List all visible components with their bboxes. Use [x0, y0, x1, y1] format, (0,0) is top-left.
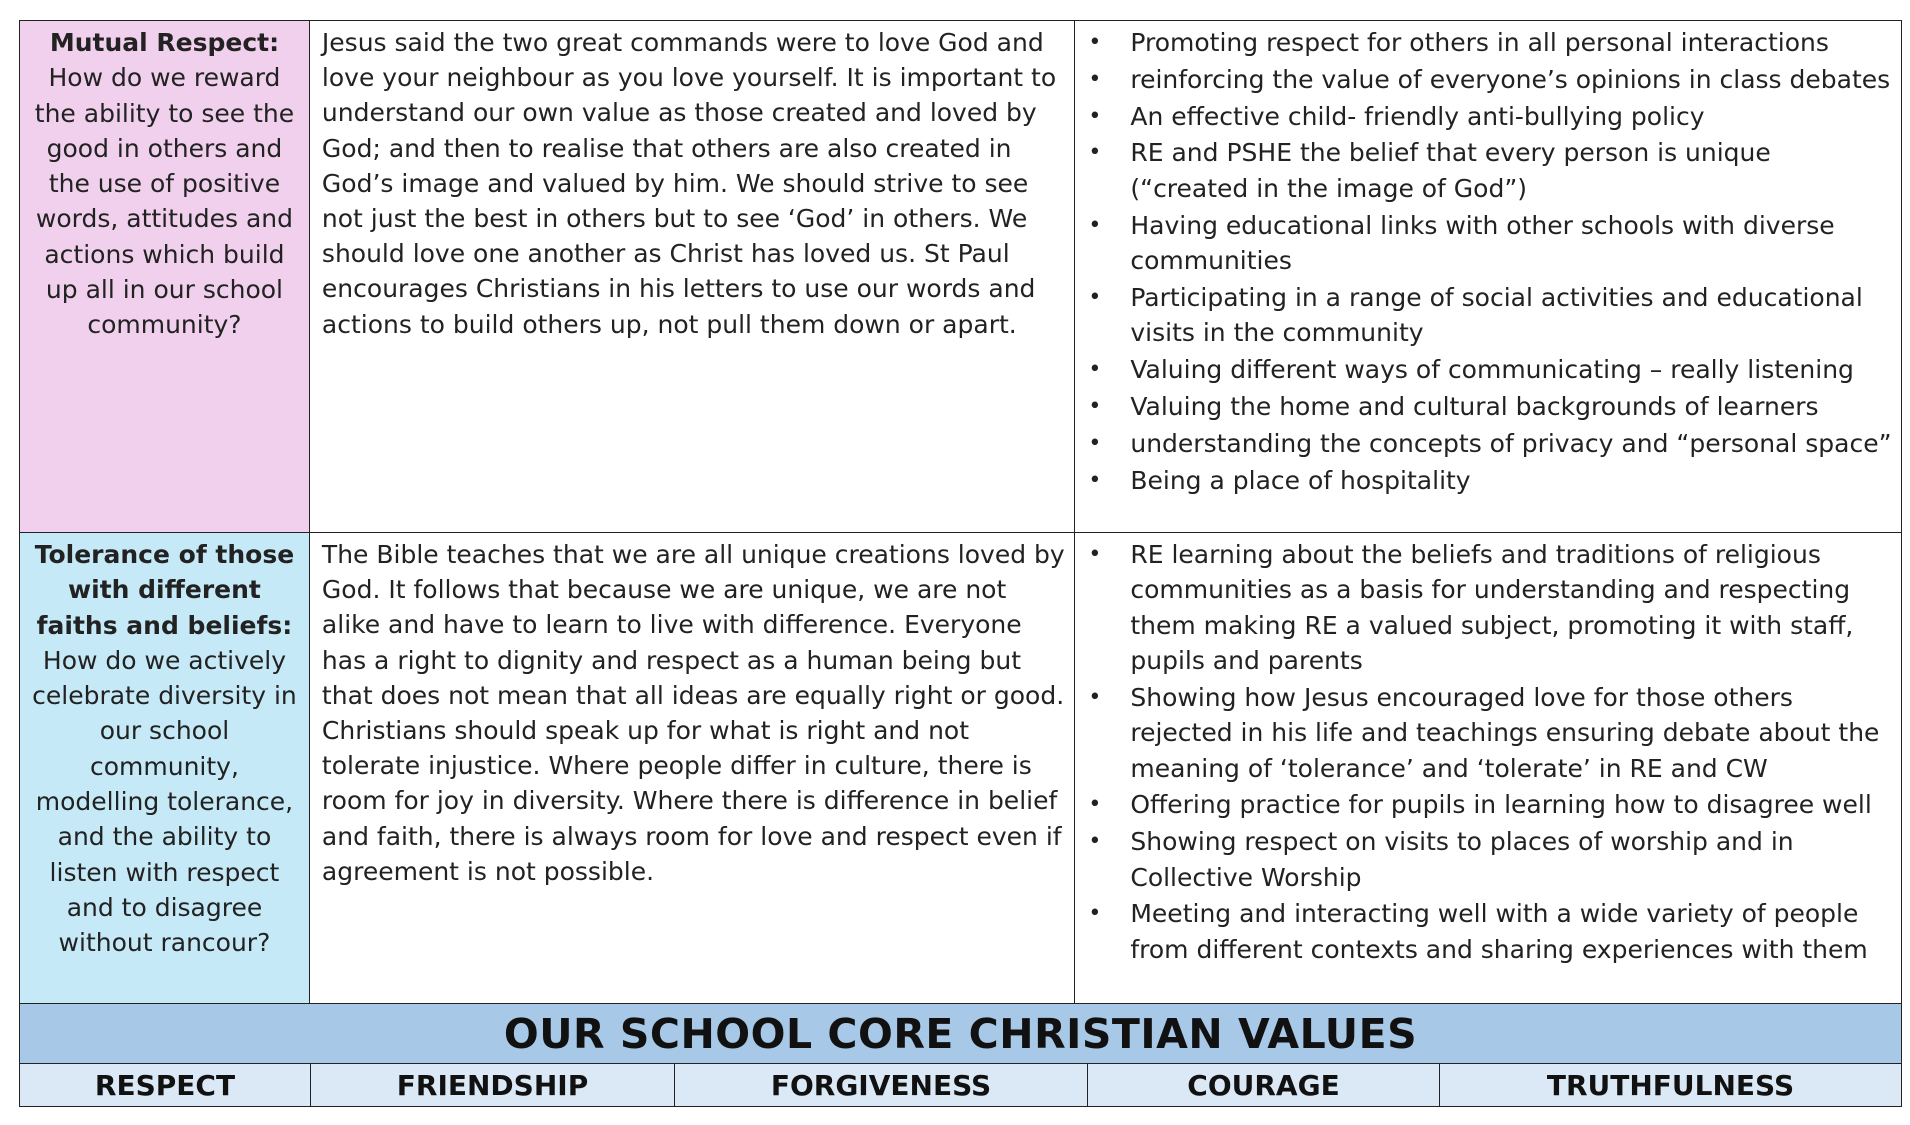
list-item: • Being a place of hospitality: [1075, 463, 1893, 499]
list-item: • RE and PSHE the belief that every person is unique (“created in the image of God”): [1075, 135, 1893, 206]
table-row: [20, 21, 1902, 533]
list-item: • understanding the concepts of privacy and “personal space”: [1075, 426, 1893, 462]
list-item: • Participating in a range of social activities and educational visits in the community: [1075, 280, 1893, 351]
list-item: • Meeting and interacting well with a wide variety of people from different contexts and sharing experiences with them: [1075, 896, 1893, 967]
list-item: • RE learning about the beliefs and traditions of religious communities as a basis for understanding and respecting them making RE a valued subject, promoting it with staff, pupils and parents: [1075, 537, 1893, 679]
theme-cell-tolerance: [20, 533, 310, 1004]
bullet-icon: •: [1088, 30, 1102, 55]
theme-title: Mutual Respect:: [49, 28, 280, 57]
practice-cell: [1075, 533, 1902, 1004]
rationale-text: Jesus said the two great commands were to love God and love your neighbour as you love yourself. It is important to understand our own value as those created and loved by God; and then to realise that others are also created in God’s image and valued by him. We should strive to see not just the best in others but to see ‘God’ in others. We should love one another as Christ has loved us. St Paul encourages Christians in his letters to use our words and actions to build others up, not pull them down or apart.: [321, 28, 1057, 339]
core-value-courage: COURAGE: [1088, 1064, 1440, 1106]
rationale-text: The Bible teaches that we are all unique creations loved by God. It follows that because we are unique, we are not alike and have to learn to live with difference. Everyone has a right to dignity and respect as a human being but that does not mean that all ideas are equally right or good. Christians should speak up for what is right and not tolerate injustice. Where people differ in culture, there is room for joy in diversity. Where there is difference in belief and faith, there is always room for love and respect even if agreement is not possible.: [321, 540, 1065, 886]
core-value-respect: RESPECT: [20, 1064, 311, 1106]
bullet-icon: •: [1088, 430, 1102, 456]
rationale-cell: [309, 21, 1074, 533]
values-document: [19, 20, 1902, 1107]
list-item: • Valuing the home and cultural backgrounds of learners: [1075, 389, 1893, 425]
theme-cell-mutual-respect: [20, 21, 310, 533]
core-value-friendship: FRIENDSHIP: [311, 1064, 675, 1106]
bullet-icon: •: [1088, 901, 1102, 927]
list-item: • Valuing different ways of communicating – really listening: [1075, 352, 1893, 388]
list-item: • Showing respect on visits to places of worship and in Collective Worship: [1075, 824, 1893, 895]
practice-list: [1075, 537, 1893, 967]
bullet-icon: •: [1088, 66, 1102, 92]
rationale-cell: [309, 533, 1074, 1004]
list-item: • reinforcing the value of everyone’s opinions in class debates: [1075, 62, 1893, 98]
theme-question: How do we reward the ability to see the good in others and the use of positive words, attitudes and actions which build up all in our school community?: [34, 63, 295, 340]
practice-list: [1075, 25, 1893, 498]
theme-title: Tolerance of those with different faiths and beliefs:: [34, 540, 295, 640]
practice-cell: [1075, 21, 1902, 533]
bullet-icon: •: [1088, 103, 1102, 129]
core-value-forgiveness: FORGIVENESS: [675, 1064, 1088, 1106]
bullet-icon: •: [1088, 140, 1102, 166]
bullet-icon: •: [1088, 284, 1102, 310]
bullet-icon: •: [1088, 684, 1102, 710]
core-values-title: OUR SCHOOL CORE CHRISTIAN VALUES: [503, 1009, 1418, 1058]
bullet-icon: •: [1088, 792, 1102, 818]
list-item: • Offering practice for pupils in learning how to disagree well: [1075, 787, 1893, 822]
core-values-banner: [19, 1004, 1902, 1064]
core-values-row: [19, 1064, 1902, 1107]
list-item: • Promoting respect for others in all personal interactions: [1075, 25, 1893, 61]
table-row: [20, 533, 1902, 1004]
theme-question: How do we actively celebrate diversity in our school community, modelling tolerance, and the ability to listen with respect and to disagree without rancour?: [32, 645, 297, 958]
list-item: • An effective child- friendly anti-bullying policy: [1075, 99, 1893, 135]
list-item: • Having educational links with other schools with diverse communities: [1075, 208, 1893, 279]
bullet-icon: •: [1088, 357, 1102, 383]
bullet-icon: •: [1088, 542, 1102, 567]
core-value-truthfulness: TRUTHFULNESS: [1546, 1068, 1795, 1102]
bullet-icon: •: [1088, 212, 1102, 238]
list-item: • Showing how Jesus encouraged love for those others rejected in his life and teachings ensuring debate about the meaning of ‘tolerance’ and ‘tolerate’ in RE and CW: [1075, 680, 1893, 786]
bullet-icon: •: [1088, 467, 1102, 493]
bullet-icon: •: [1088, 829, 1102, 855]
bullet-icon: •: [1088, 394, 1102, 420]
values-table: [19, 20, 1902, 1004]
